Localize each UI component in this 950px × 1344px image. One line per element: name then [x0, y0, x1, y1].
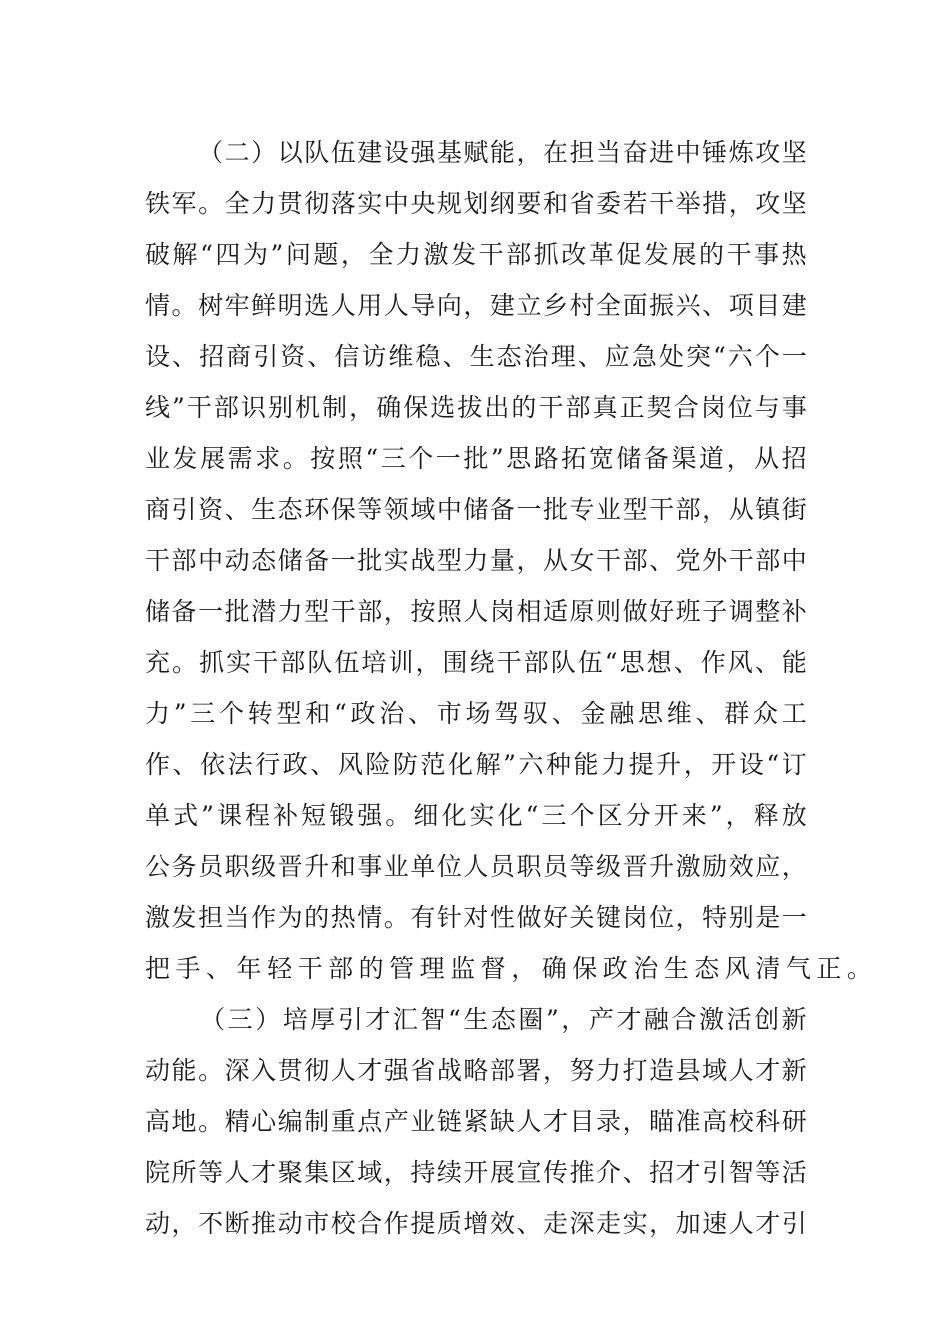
document-body [145, 127, 878, 1249]
text-line: 动 能 。 深 入 贯 彻 人 才 强 省 战 略 部 署 ， 努 力 打 造 县 域 人 才 新 [145, 1056, 807, 1085]
text-line: 激 发 担 当 作 为 的 热 情 。 有 针 对 性 做 好 关 键 岗 位 ， 特 别 是 一 [145, 903, 807, 932]
text-line: 动 ， 不 断 推 动 市 校 合 作 提 质 增 效 、 走 深 走 实 ， 加 速 人 才 引 [145, 1209, 807, 1238]
text-line: 高 地 。 精 心 编 制 重 点 产 业 链 紧 缺 人 才 目 录 ， 瞄 准 高 校 科 研 [145, 1107, 807, 1136]
text-line: 单 式 ” 课 程 补 短 锻 强 。 细 化 实 化 “ 三 个 区 分 开 来 ” ， 释 放 [145, 801, 807, 830]
text-line: 公 务 员 职 级 晋 升 和 事 业 单 位 人 员 职 员 等 级 晋 升 激 励 效 应 ， [145, 852, 807, 881]
text-line: 储 备 一 批 潜 力 型 干 部 ， 按 照 人 岗 相 适 原 则 做 好 班 子 调 整 补 [145, 597, 807, 626]
text-line: 线 ” 干 部 识 别 机 制 ， 确 保 选 拔 出 的 干 部 真 正 契 合 岗 位 与 事 [145, 393, 807, 422]
text-line: 情 。 树 牢 鲜 明 选 人 用 人 导 向 ， 建 立 乡 村 全 面 振 兴 、 项 目 建 [145, 291, 807, 320]
text-line: （ 二 ） 以 队 伍 建 设 强 基 赋 能 ， 在 担 当 奋 进 中 锤 炼 攻 坚 [198, 138, 807, 167]
text-line: 铁 军 。 全 力 贯 彻 落 实 中 央 规 划 纲 要 和 省 委 若 干 举 措 ， 攻 坚 [145, 189, 807, 218]
text-line: 设 、 招 商 引 资 、 信 访 维 稳 、 生 态 治 理 、 应 急 处 突 “ 六 个 一 [145, 342, 807, 371]
text-line: 把 手 、 年 轻 干 部 的 管 理 监 督 ， 确 保 政 治 生 态 风 清 气 正 。 [145, 954, 878, 983]
text-line: （ 三 ） 培 厚 引 才 汇 智 “ 生 态 圈 ” ， 产 才 融 合 激 活 创 新 [200, 1005, 807, 1034]
text-line: 作 、 依 法 行 政 、 风 险 防 范 化 解 ” 六 种 能 力 提 升 ， 开 设 “ 订 [145, 750, 807, 779]
text-line: 业 发 展 需 求 。 按 照 “ 三 个 一 批 ” 思 路 拓 宽 储 备 渠 道 ， 从 招 [145, 444, 807, 473]
text-line: 干 部 中 动 态 储 备 一 批 实 战 型 力 量 ， 从 女 干 部 、 党 外 干 部 中 [145, 546, 807, 575]
text-line: 充 。 抓 实 干 部 队 伍 培 训 ， 围 绕 干 部 队 伍 “ 思 想 、 作 风 、 能 [145, 648, 807, 677]
text-line: 力 ” 三 个 转 型 和 “ 政 治 、 市 场 驾 驭 、 金 融 思 维 、 群 众 工 [145, 699, 807, 728]
text-line: 破 解 “ 四 为 ” 问 题 ， 全 力 激 发 干 部 抓 改 革 促 发 展 的 干 事 热 [145, 240, 807, 269]
text-line: 院 所 等 人 才 聚 集 区 域 ， 持 续 开 展 宣 传 推 介 、 招 才 引 智 等 活 [145, 1158, 807, 1187]
text-line: 商 引 资 、 生 态 环 保 等 领 域 中 储 备 一 批 专 业 型 干 部 ， 从 镇 街 [145, 495, 807, 524]
